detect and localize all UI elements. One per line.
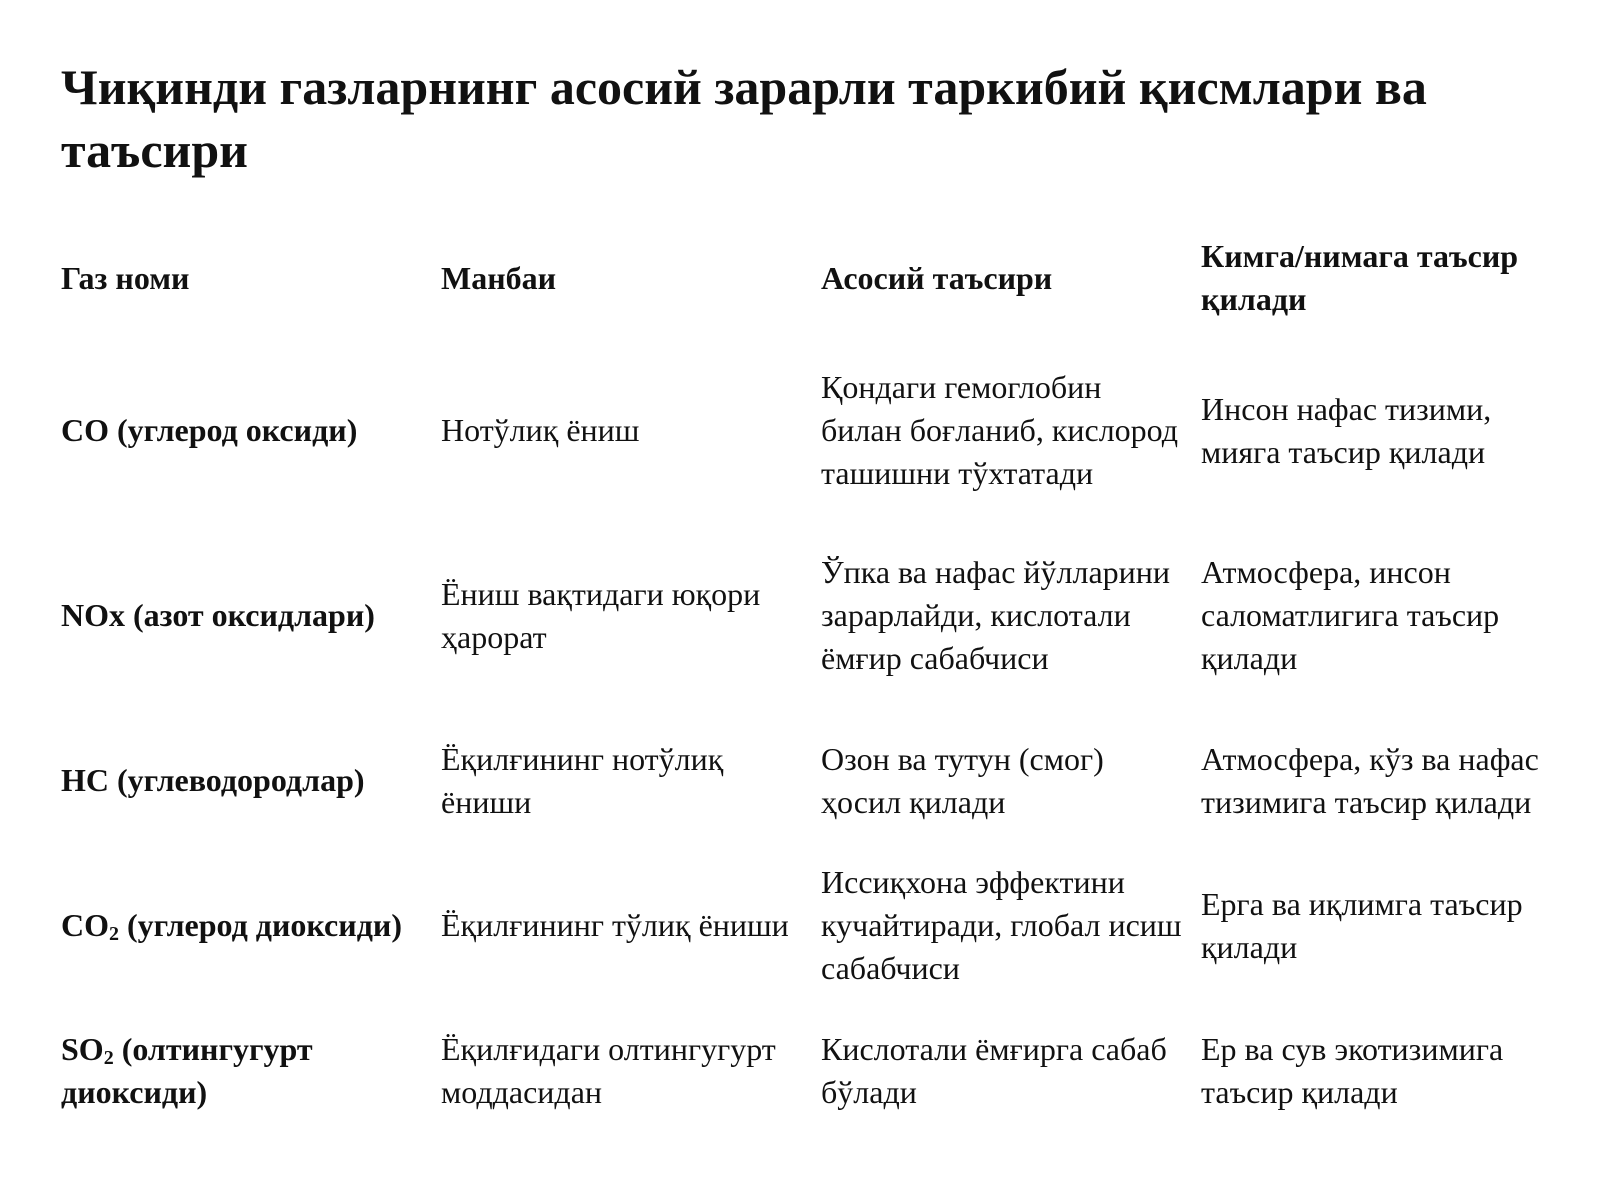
gas-formula-subscript: 2: [109, 923, 119, 945]
target-cell: Ерга ва иқлимга таъсир қилади: [1201, 885, 1523, 965]
gas-name-text: (углерод оксиди): [109, 412, 358, 448]
table-row: [61, 523, 1561, 708]
source-cell: Нотўлиқ ёниш: [441, 412, 640, 448]
effect-cell: Қондаги гемоглобин билан боғланиб, кислород ташишни тўхтатади: [821, 369, 1179, 491]
table-row: [61, 853, 1561, 998]
gas-name-cell: [61, 338, 441, 523]
target-cell: Атмосфера, инсон саломатлигига таъсир қилади: [1201, 554, 1500, 676]
gas-formula-subscript: 2: [103, 1046, 114, 1069]
gas-name-cell: [61, 853, 441, 998]
target-cell: Атмосфера, кўз ва нафас тизимига таъсир қилади: [1201, 740, 1539, 820]
header-source: Манбаи: [441, 259, 557, 296]
table-row: [61, 998, 1561, 1143]
gas-name-text: (углерод диоксиди): [119, 907, 402, 943]
header-gas-name: Газ номи: [61, 259, 190, 296]
gas-formula: SO: [61, 1030, 104, 1067]
target-cell: Инсон нафас тизими, мияга таъсир қилади: [1201, 390, 1492, 470]
gas-name-cell: [61, 708, 441, 853]
source-cell: Ёқилғидаги олтингугурт моддасидан: [441, 1030, 776, 1110]
table-row: [61, 708, 1561, 853]
gas-name-text: (азот оксидлари): [125, 597, 375, 633]
header-affects-whom: Кимга/нимага таъсир қилади: [1201, 238, 1519, 317]
gas-formula: HC: [61, 762, 109, 798]
gas-formula: NOx: [61, 597, 125, 633]
effect-cell: Озон ва тутун (смог) ҳосил қилади: [821, 740, 1104, 820]
gas-name-text: (олтингугурт диоксиди): [61, 1030, 313, 1110]
effect-cell: Кислотали ёмғирга сабаб бўлади: [821, 1030, 1167, 1110]
gas-formula: CO: [61, 907, 109, 943]
gas-name-cell: [61, 523, 441, 708]
effect-cell: Ўпка ва нафас йўлларини зарарлайди, кислотали ёмғир сабабчиси: [821, 554, 1171, 676]
header-main-effect: Асосий таъсири: [821, 259, 1053, 296]
target-cell: Ер ва сув экотизимига таъсир қилади: [1201, 1030, 1504, 1110]
table-row: [61, 338, 1561, 523]
gas-name-cell: [61, 998, 441, 1143]
source-cell: Ёниш вақтидаги юқори ҳарорат: [441, 575, 761, 655]
gas-table: [61, 218, 1561, 1143]
table-header-row: [61, 218, 1561, 338]
effect-cell: Иссиқхона эффектини кучайтиради, глобал исиш сабабчиси: [821, 864, 1182, 986]
gas-name-text: (углеводородлар): [109, 762, 365, 798]
page-title: Чиқинди газларнинг асосий зарарли таркибий қисмлари ва таъсири: [61, 59, 1427, 178]
document-page: [61, 56, 1561, 1110]
source-cell: Ёқилғининг тўлиқ ёниши: [441, 907, 789, 943]
source-cell: Ёқилғининг нотўлиқ ёниши: [441, 740, 724, 820]
gas-formula: CO: [61, 412, 109, 448]
